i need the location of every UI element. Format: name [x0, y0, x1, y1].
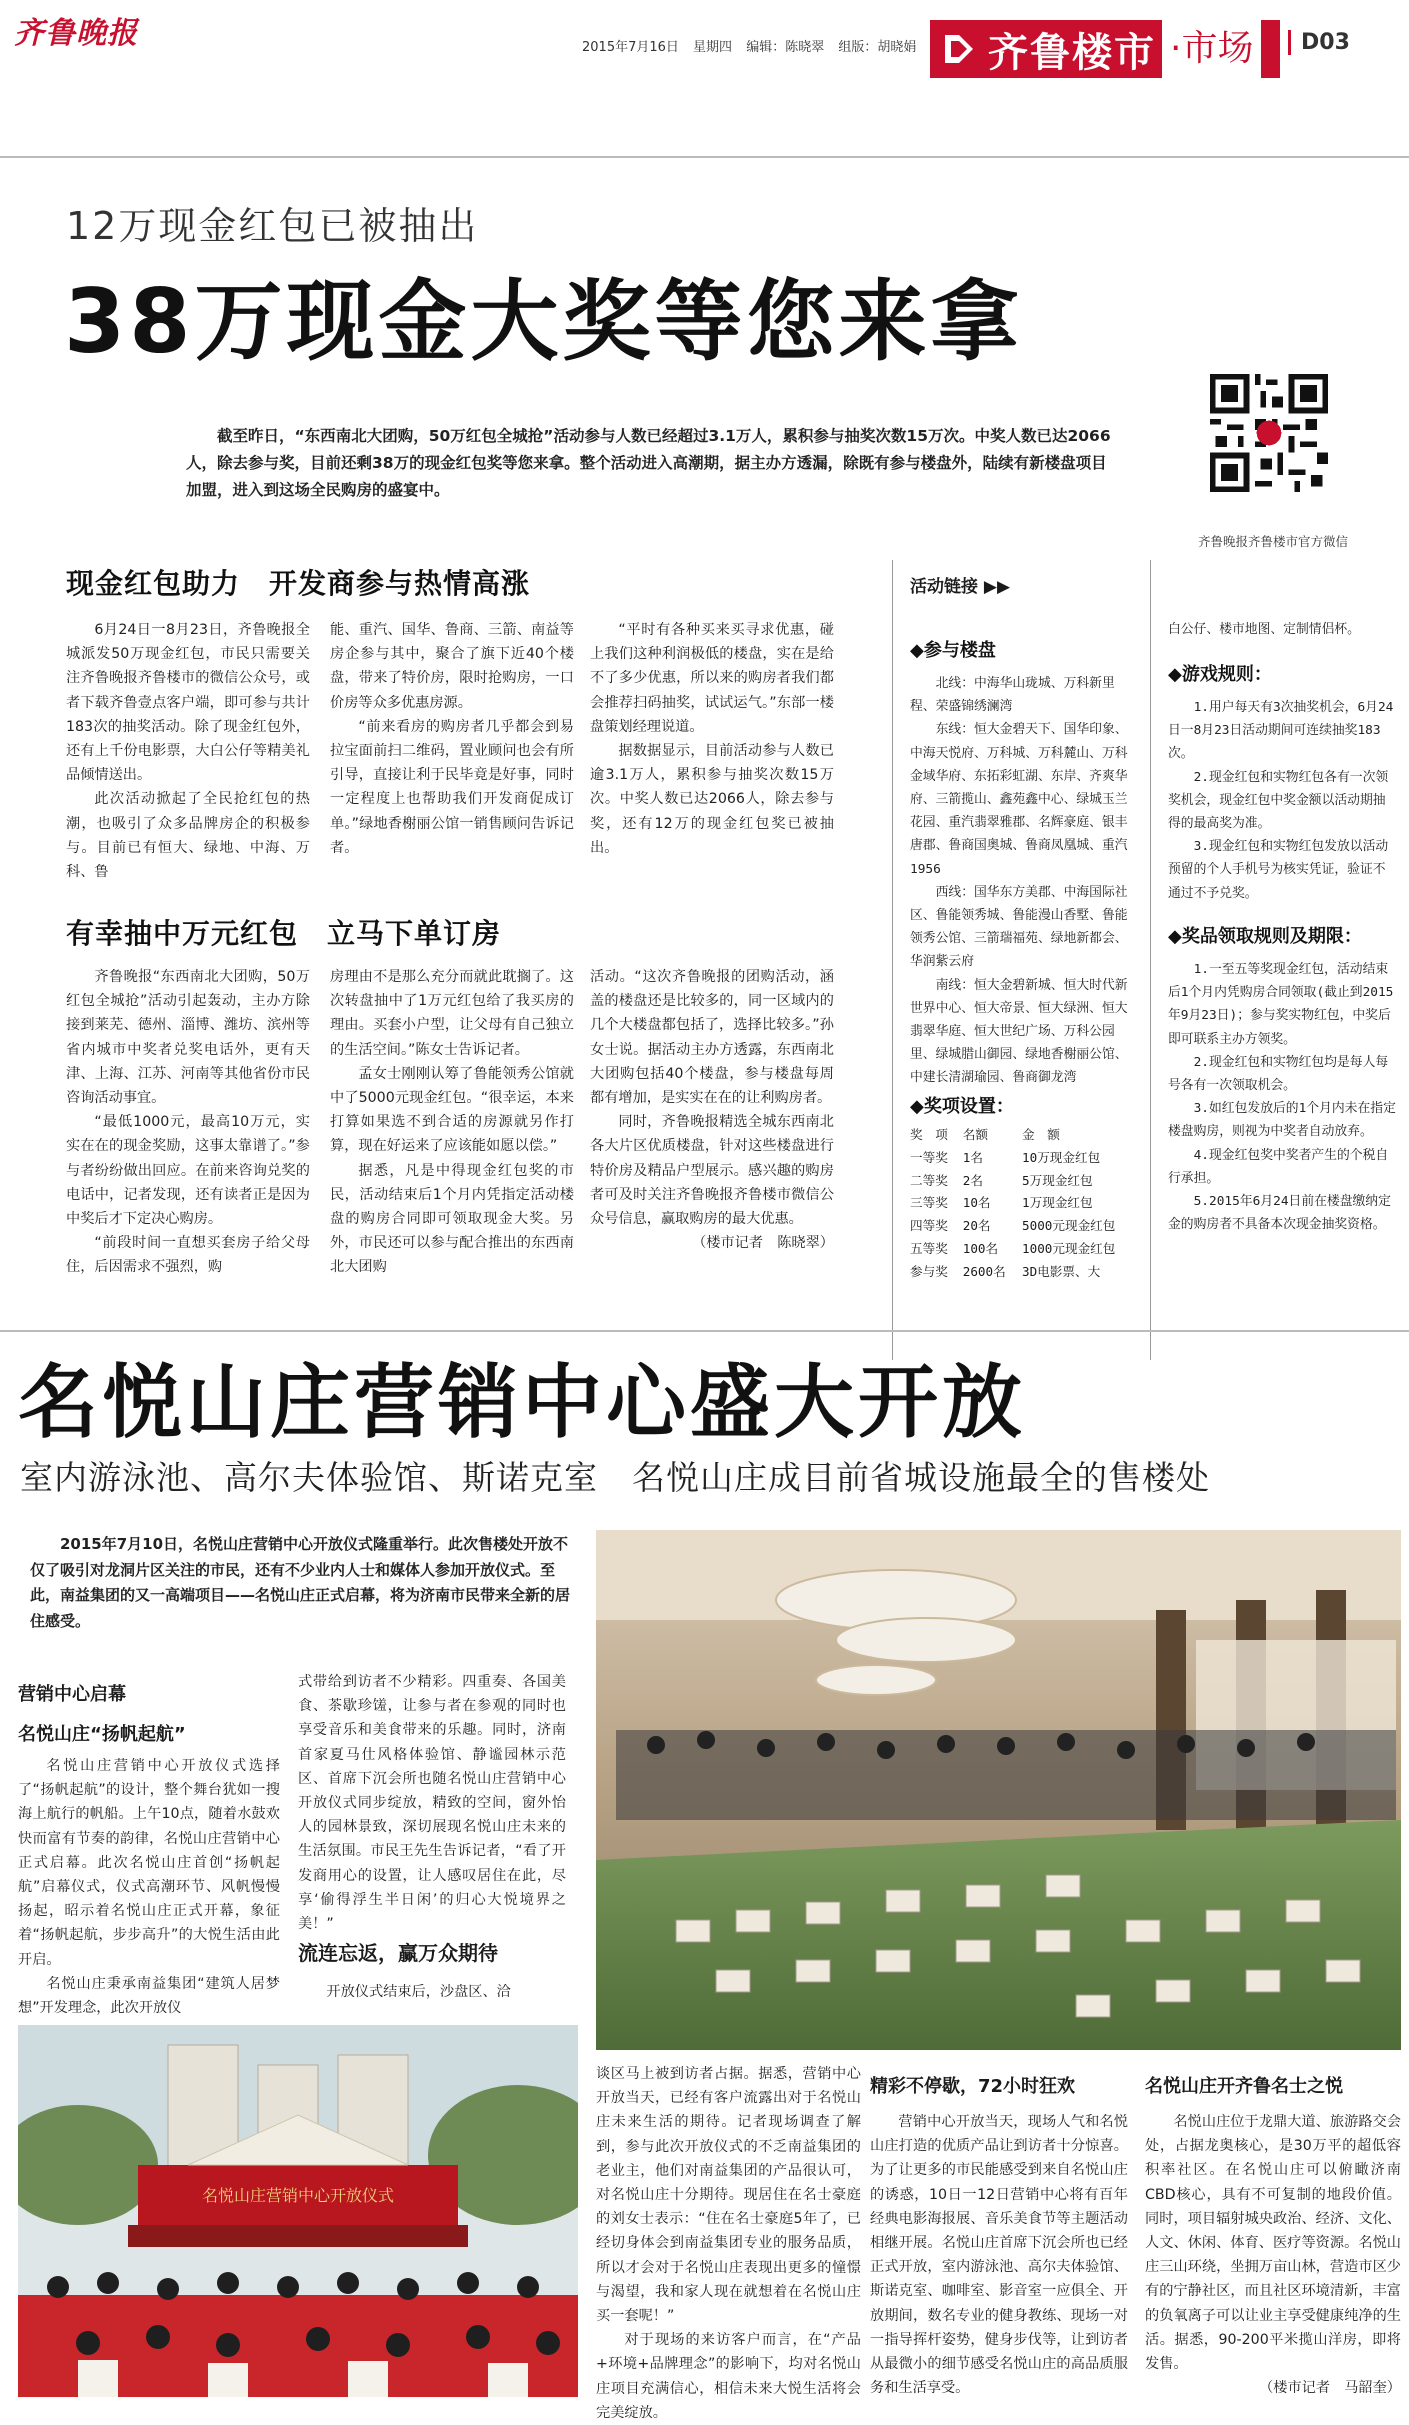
article2-subhead-c1: 营销中心启幕 [18, 1684, 126, 1705]
article1-column-b1 [66, 965, 310, 1280]
rules-list [1168, 696, 1398, 905]
paragraph: “平时有各种买来买寻求优惠，碰上我们这种利润极低的楼盘，实在是给不了多少优惠，所以来的购房者我们都会推荐扫码抽奖，试试运气。”东部一楼盘策划经理说道。 [590, 622, 834, 735]
table-header: 名额 [962, 1127, 988, 1142]
reporter-byline: （楼市记者 陈晓翠） [692, 1235, 834, 1252]
issue-weekday: 星期四 [693, 40, 733, 55]
table-cell: 五等奖 [910, 1240, 948, 1256]
table-cell: 5万现金红包 [1022, 1172, 1093, 1188]
rule-item: 3.现金红包和实物红包发放以活动预留的个人手机号为核实凭证，验证不通过不予兑奖。 [1168, 839, 1389, 901]
table-cell: 1000元现金红包 [1022, 1240, 1116, 1256]
table-row [910, 1170, 1145, 1193]
article2-column-d2 [870, 2110, 1128, 2400]
table-header: 金 额 [1022, 1127, 1060, 1142]
article1-column-a2 [330, 618, 574, 860]
article1-subhead-a: 现金红包助力 开发商参与热情高涨 [66, 567, 531, 600]
article2-column-c2b [298, 1980, 566, 2004]
paragraph: 名悦山庄营销中心开放仪式选择了“扬帆起航”的设计，整个舞台犹如一搜海上航行的帆船。上午10点，随着水鼓欢快而富有节奏的韵律，名悦山庄营销中心正式启幕。此次名悦山庄首创“扬帆起航”启幕仪式，仪式高潮环节、风帆慢慢扬起，昭示着名悦山庄正式开幕，象征着“扬帆起航，步步高升”的大悦生活由此开启。 [18, 1758, 280, 1968]
venues-heading: ◆参与楼盘 [910, 640, 996, 661]
paragraph: 谈区马上被到访者占据。据悉，营销中心开放当天，已经有客户流露出对于名悦山庄未来生活的期待。记者现场调查了解到，参与此次开放仪式的不乏南益集团的老业主，他们对南益集团的产品很认可，对名悦山庄十分期待。现居住在名士豪庭的刘女士表示：“住在名士豪庭5年了，已经切身体会到南益集团专业的服务品质，所以才会对于名悦山庄表现出更多的憧憬与渴望，我和家人现在就想着在名悦山庄买一套呢！” [596, 2066, 861, 2325]
rule-item: 1.用户每天有3次抽奖机会，6月24日一8月23日活动期间可连续抽奖183次。 [1168, 700, 1394, 762]
paragraph: 据悉，凡是中得现金红包奖的市民，活动结束后1个月内凭指定活动楼盘的购房合同即可领取现金大奖。另外，市民还可以参与配合推出的东西南北大团购 [330, 1162, 574, 1276]
article2-subhead-d3: 名悦山庄开齐鲁名士之悦 [1145, 2076, 1343, 2097]
article2-subhead-c2: 名悦山庄“扬帆起航” [18, 1724, 186, 1745]
claim-item: 1.一至五等奖现金红包，活动结束后1个月内凭购房合同领取(截止到2015年9月23日)；参与奖实物红包，中奖后即可联系主办方领奖。 [1168, 962, 1394, 1047]
paragraph: “最低1000元，最高10万元，实实在在的现金奖励，这事太靠谱了。”参与者纷纷做出回应。在前来咨询兑奖的电话中，记者发现，还有读者正是因为中奖后才下定决心购房。 [66, 1114, 310, 1228]
article1-column-b3 [590, 965, 834, 1255]
header-divider [0, 156, 1409, 158]
flag-icon [930, 20, 988, 78]
prizes-heading: ◆奖项设置： [910, 1096, 1014, 1117]
table-header: 奖 项 [910, 1127, 948, 1142]
section-subtitle: ·市场 [1162, 20, 1261, 78]
table-cell: 三等奖 [910, 1195, 948, 1211]
rule-item: 2.现金红包和实物红包各有一次领奖机会，现金红包中奖金额以活动期抽得的最高奖为准。 [1168, 769, 1389, 832]
table-cell: 10万现金红包 [1022, 1149, 1101, 1165]
venue-line: 北线：中海华山珑城、万科新里程、荣盛锦绣澜湾 [910, 676, 1115, 715]
ceremony-banner-text: 名悦山庄营销中心开放仪式 [201, 2186, 395, 2205]
paragraph: 房理由不是那么充分而就此耽搁了。这次转盘抽中了1万元红包给了我买房的理由。买套小户型，让父母有自己独立的生活空间。”陈女士告诉记者。 [330, 969, 574, 1058]
claim-item: 4.现金红包奖中奖者产生的个税自行承担。 [1168, 1147, 1389, 1186]
table-cell: 参与奖 [910, 1263, 948, 1279]
table-cell: 1名 [962, 1149, 983, 1165]
claim-item: 3.如红包发放后的1个月内未在指定楼盘购房，则视为中奖者自动放弃。 [1168, 1101, 1396, 1140]
paragraph: 据数据显示，目前活动参与人数已逾3.1万人，累积参与抽奖次数15万次。中奖人数已达2066人，除去参与奖，还有12万的现金红包奖已被抽出。 [590, 743, 834, 856]
table-cell: 2名 [962, 1172, 983, 1188]
article1-column-a1 [66, 618, 310, 884]
table-cell: 二等奖 [910, 1172, 948, 1188]
paragraph: 齐鲁晚报“东西南北大团购，50万红包全城抢”活动引起轰动，主办方除接到莱芜、德州、淄博、潍坊、滨州等省内城市中奖者兑奖电话外，更有天津、上海、江苏、河南等其他省份市民咨询活动事宜。 [66, 969, 310, 1107]
reporter-byline: （楼市记者 马韶奎） [1259, 2380, 1401, 2397]
article1-column-a3 [590, 618, 834, 860]
article1-kicker: 12万现金红包已被抽出 [66, 204, 479, 248]
column-divider [892, 560, 893, 1360]
table-row [910, 1238, 1145, 1261]
opening-ceremony-photo [18, 2025, 578, 2397]
layout-credit: 组版：胡晓娟 [838, 40, 917, 55]
masthead-logo: 齐鲁晚报 [14, 16, 138, 51]
section-title: 齐鲁楼市 [988, 29, 1156, 76]
venue-line: 南线：恒大金碧新城、恒大时代新世界中心、恒大帝景、恒大绿洲、恒大翡翠华庭、恒大世纪广场、万科公园里、绿城腊山御园、绿地香榭丽公馆、中建长清湖瑜园、鲁商御龙湾 [910, 977, 1128, 1086]
qr-caption: 齐鲁晚报齐鲁楼市官方微信 [1197, 534, 1348, 549]
table-cell: 1万现金红包 [1022, 1195, 1093, 1211]
activity-link-label [910, 572, 1010, 597]
table-row [910, 1215, 1145, 1238]
paragraph: 开放仪式结束后，沙盘区、洽 [326, 1984, 511, 2000]
article2-subhead-c3: 流连忘返，赢万众期待 [298, 1941, 498, 1965]
paragraph: 能、重汽、国华、鲁商、三箭、南益等房企参与其中，聚合了旗下近40个楼盘，带来了特价房，限时抢购房，一口价房等众多优惠房源。 [330, 622, 574, 711]
paragraph: 同时，齐鲁晚报精选全城东西南北各大片区优质楼盘，针对这些楼盘进行特价房及精品户型展示。感兴趣的购房者可及时关注齐鲁晚报齐鲁楼市微信公众号信息，赢取购房的最大优惠。 [590, 1114, 834, 1228]
paragraph: 活动。“这次齐鲁晚报的团购活动，涵盖的楼盘还是比较多的，同一区域内的几个大楼盘都包括了，选择比较多。”孙女士说。据活动主办方透露，东西南北大团购包括40个楼盘，参与楼盘每周都有增加，是实实在在的让利购房者。 [590, 969, 834, 1107]
table-row [910, 1192, 1145, 1215]
section-divider [0, 1330, 1409, 1332]
claim-list [1168, 958, 1398, 1236]
issue-date: 2015年7月16日 [582, 40, 679, 55]
paragraph: “前段时间一直想买套房子给父母住，后因需求不强烈，购 [66, 1235, 310, 1276]
paragraph: 对于现场的来访客户而言，在“产品+环境+品牌理念”的影响下，均对名悦山庄项目充满信心，相信未来大悦生活将会完美绽放。 [596, 2332, 861, 2421]
paragraph: 名悦山庄位于龙鼎大道、旅游路交会处，占据龙奥核心，是30万平的超低容积率社区。在名悦山庄可以俯瞰济南CBD核心，具有不可复制的地段价值。同时，项目辐射城央政治、经济、文化、人文、休闲、体育、医疗等资源。名悦山庄三山环绕，坐拥万亩山林，营造市区少有的宁静社区，而且社区环境清新，丰富的负氧离子可以让业主享受健康纯净的生活。据悉，90-200平米揽山洋房，即将发售。 [1145, 2114, 1401, 2373]
table-cell: 四等奖 [910, 1218, 948, 1234]
venues-list [910, 672, 1140, 1090]
article2-lead [30, 1532, 580, 1634]
section-banner [930, 20, 1280, 78]
paragraph: 6月24日一8月23日，齐鲁晚报全城派发50万现金红包，市民只需要关注齐鲁晚报齐鲁楼市的微信公众号，或者下载齐鲁壹点客户端，即可参与共计183次的抽奖活动。除了现金红包外，还有上千份电影票，大白公仔等精美礼品倾情送出。 [66, 622, 310, 784]
claim-item: 2.现金红包和实物红包均是每人每号各有一次领取机会。 [1168, 1054, 1389, 1094]
qr-code[interactable] [1210, 374, 1328, 522]
table-cell: 20名 [962, 1218, 991, 1234]
triangle-right-icon: ▶▶ [983, 577, 1011, 597]
article1-lead-text: 截至昨日，“东西南北大团购，50万红包全城抢”活动参与人数已经超过3.1万人，累积参与抽奖次数15万次。中奖人数已达2066人，除去参与奖，目前还剩38万的现金红包奖等您来拿。整个活动进入高潮期，据主办方透漏，除既有参与楼盘外，陆续有新楼盘项目加盟，进入到这场全民购房的盛宴中。 [186, 427, 1111, 499]
paragraph: 2015年7月10日，名悦山庄营销中心开放仪式隆重举行。此次售楼处开放不仅了吸引对龙洞片区关注的市民，还有不少业内人士和媒体人参加开放仪式。至此，南益集团的又一高端项目——名悦山庄正式启幕，将为济南市民带来全新的居住感受。 [30, 1535, 571, 1630]
table-cell: 一等奖 [910, 1149, 948, 1165]
paragraph: 式带给到访者不少精彩。四重奏、各国美食、茶歇珍馐，让参与者在参观的同时也享受音乐和美食带来的乐趣。同时，济南首家夏马仕风格体验馆、静谧园林示范区、首席下沉会所也随名悦山庄营销中心开放仪式同步绽放，精致的空间，窗外怡人的园林景致，深切展现名悦山庄未来的生活氛围。市民王先生告诉记者，“看了开发商用心的设置，让人感叹居住在此，尽享‘偷得浮生半日闲’的归心大悦境界之美！” [298, 1674, 566, 1933]
sales-center-photo [596, 1530, 1401, 2050]
table-cell: 100名 [962, 1240, 999, 1256]
article1-subhead-b: 有幸抽中万元红包 立马下单订房 [66, 917, 502, 950]
article1-lead [186, 423, 1121, 504]
paragraph: 孟女士刚刚认筹了鲁能领秀公馆就中了5000元现金红包。“很幸运，本来打算如果选不到合适的房源就另作打算，现在好运来了应该能如愿以偿。” [330, 1065, 574, 1155]
table-row [910, 1147, 1145, 1170]
table-cell: 5000元现金红包 [1022, 1218, 1116, 1234]
rules-heading: ◆游戏规则： [1168, 664, 1272, 685]
prize-table [910, 1124, 1145, 1284]
article2-column-d1 [596, 2062, 861, 2425]
venue-line: 东线：恒大金碧天下、国华印象、中海天悦府、万科城、万科麓山、万科金域华府、东拓彩虹湖、东岸、齐爽华府、三箭揽山、鑫苑鑫中心、绿城玉兰花园、重汽翡翠雅郡、名辉豪庭、银丰唐郡、鲁商国奥城、鲁商凤凰城、重汽1956 [910, 722, 1128, 877]
prizes-continued: 白公仔、楼市地图、定制情侣杯。 [1168, 622, 1360, 637]
article1-headline: 38万现金大奖等您来拿 [64, 270, 1023, 373]
paragraph: 此次活动掀起了全民抢红包的热潮，也吸引了众多品牌房企的积极参与。目前已有恒大、绿地、中海、万科、鲁 [66, 791, 310, 881]
article2-headline: 名悦山庄营销中心盛大开放 [18, 1356, 1026, 1449]
paragraph: 营销中心开放当天，现场人气和名悦山庄打造的优质产品让到访者十分惊喜。为了让更多的市民能感受到来自名悦山庄的诱惑，10日一12日营销中心将有百年经典电影海报展、音乐美食节等主题活动相继开展。名悦山庄首席下沉会所也已经正式开放，室内游泳池、高尔夫体验馆、斯诺克室、咖啡室、影音室一应俱全、开放期间，数名专业的健身教练、现场一对一指导挥杆姿势，健身步伐等，让到访者从最微小的细节感受名悦山庄的高品质服务和生活享受。 [870, 2114, 1128, 2397]
article2-subhead: 室内游泳池、高尔夫体验馆、斯诺克室 名悦山庄成目前省城设施最全的售楼处 [20, 1458, 1210, 1497]
page-number: D03 [1288, 30, 1350, 55]
table-cell: 10名 [962, 1195, 991, 1211]
article2-column-c1 [18, 1754, 280, 2020]
header-meta [582, 36, 926, 55]
table-header-row [910, 1124, 1145, 1147]
article2-subhead-d2: 精彩不停歇，72小时狂欢 [870, 2076, 1076, 2097]
paragraph: 名悦山庄秉承南益集团“建筑人居梦想”开发理念，此次开放仪 [18, 1975, 280, 2017]
table-cell: 2600名 [962, 1263, 1006, 1279]
venue-line: 西线：国华东方美郡、中海国际社区、鲁能领秀城、鲁能漫山香墅、鲁能领秀公馆、三箭瑞福苑、绿地新都会、华润紫云府 [910, 884, 1128, 970]
article2-column-d3 [1145, 2110, 1401, 2400]
article1-column-b2 [330, 965, 574, 1280]
activity-link-text: 活动链接 [910, 577, 978, 597]
column-divider [1150, 560, 1151, 1360]
claim-heading: ◆奖品领取规则及期限： [1168, 926, 1362, 947]
claim-item: 5.2015年6月24日前在楼盘缴纳定金的购房者不具备本次现金抽奖资格。 [1168, 1194, 1391, 1233]
table-row [910, 1261, 1145, 1284]
paragraph: “前来看房的购房者几乎都会到易拉宝面前扫二维码，置业顾问也会有所引导，直接让利于民毕竟是好事，同时一定程度上也帮助我们开发商促成订单。”绿地香榭丽公馆一销售顾问告诉记者。 [330, 718, 574, 856]
article2-column-c2 [298, 1670, 566, 1936]
table-cell: 3D电影票、大 [1022, 1263, 1101, 1279]
editor-credit: 编辑：陈晓翠 [746, 40, 825, 55]
